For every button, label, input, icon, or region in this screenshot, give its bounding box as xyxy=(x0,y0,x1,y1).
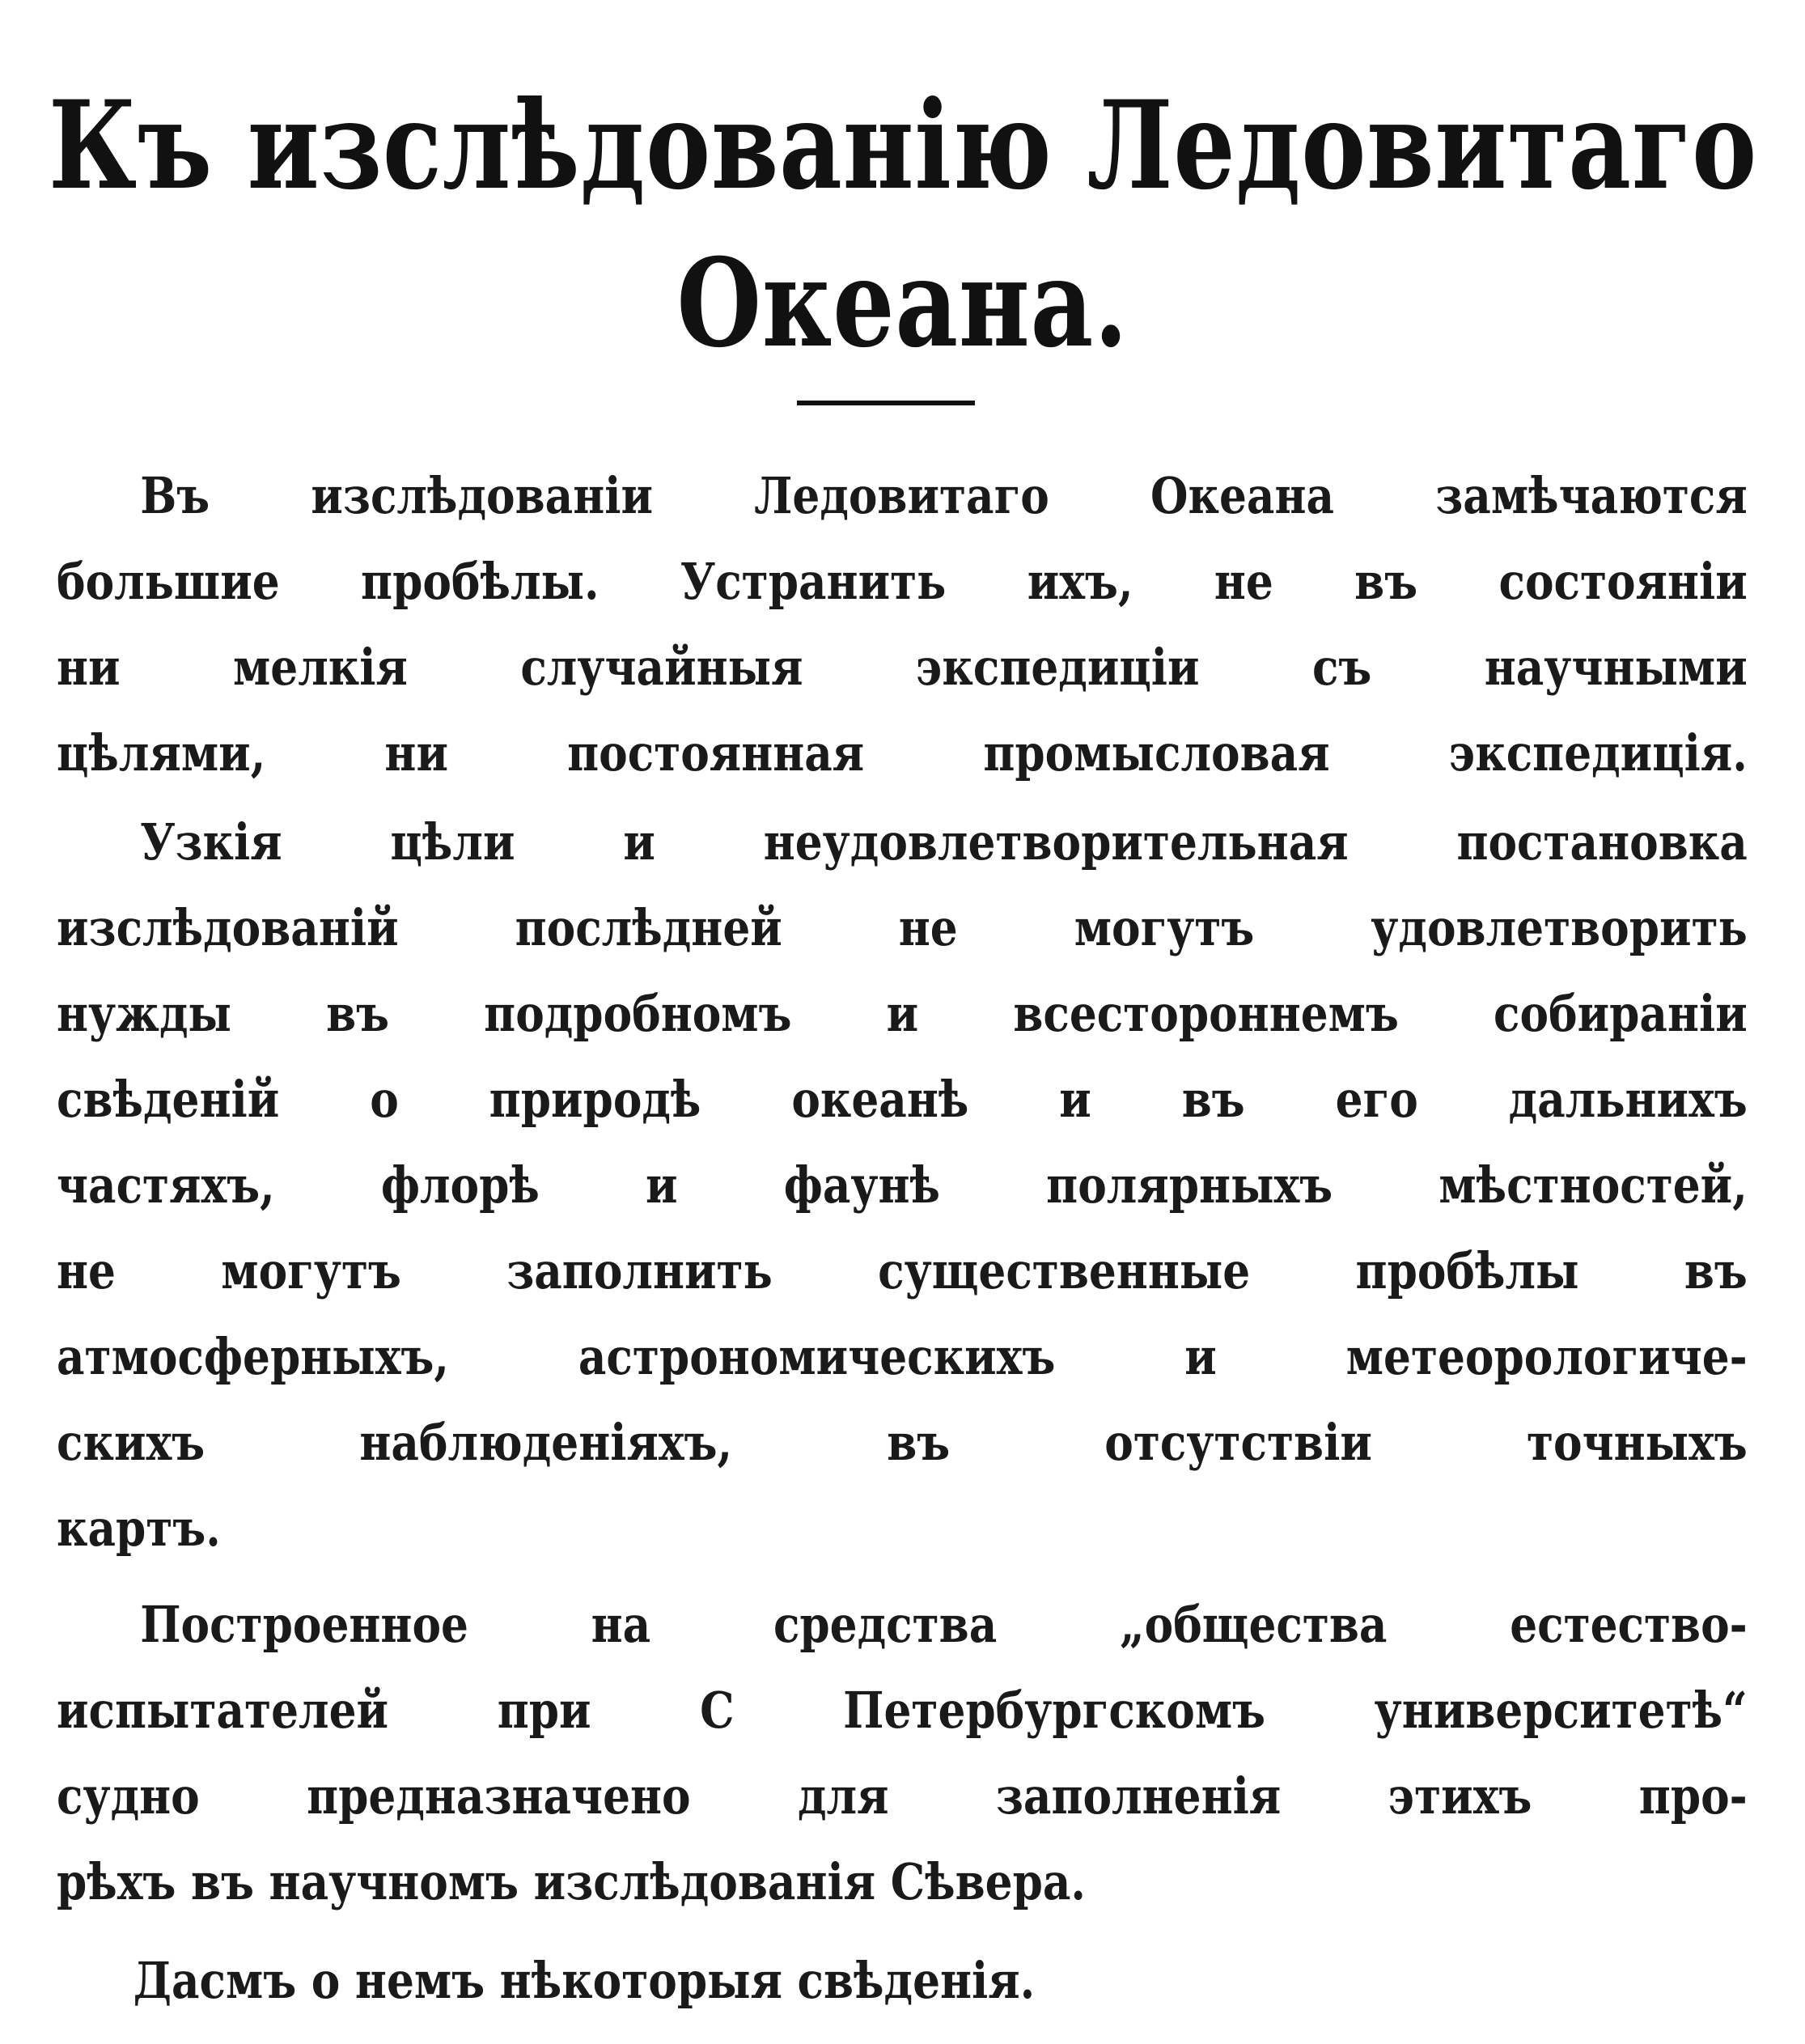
text-line: Дасмъ о немъ нѣкоторыя свѣденія. xyxy=(133,1951,1036,2010)
paragraph-4 xyxy=(57,1938,1748,2024)
text-line: судно предназначено для заполненія этихъ про- xyxy=(57,1766,1748,1826)
text-line: большие пробѣлы. Устранить ихъ, не въ состояніи xyxy=(57,552,1748,611)
text-line: рѣхъ въ научномъ изслѣдованія Сѣвера. xyxy=(57,1852,1087,1911)
text-line: нужды въ подробномъ и всестороннемъ собираніи xyxy=(57,984,1748,1043)
title-divider xyxy=(797,401,975,405)
text-line: изслѣдованій послѣдней не могутъ удовлетворить xyxy=(57,898,1748,957)
article-title-line-2: Океана. xyxy=(676,232,1129,375)
article-title-line-1: Къ изслѣдованію Ледовитаго xyxy=(49,74,1757,217)
text-line: испытателей при С Петербургскомъ университетѣ“ xyxy=(57,1681,1748,1740)
text-line: Построенное на средства „общества естество- xyxy=(140,1595,1748,1654)
text-line: атмосферныхъ, астрономическихъ и метеорологиче- xyxy=(57,1327,1748,1386)
text-line: скихъ наблюденіяхъ, въ отсутствіи точныхъ xyxy=(57,1413,1748,1472)
text-line: цѣлями, ни постоянная промысловая экспедиція. xyxy=(57,723,1748,782)
text-line: Въ изслѣдованіи Ледовитаго Океана замѣчаются xyxy=(140,466,1748,525)
text-line: ни мелкія случайныя экспедиціи съ научными xyxy=(57,638,1748,697)
paragraph-2 xyxy=(57,799,1748,1571)
text-line: свѣденій о природѣ океанѣ и въ его дальнихъ xyxy=(57,1070,1748,1129)
paragraph-1 xyxy=(57,453,1748,796)
paragraph-3 xyxy=(57,1582,1748,1925)
text-line: не могутъ заполнить существенные пробѣлы въ xyxy=(57,1241,1748,1300)
text-line: частяхъ, флорѣ и фаунѣ полярныхъ мѣстностей, xyxy=(57,1156,1748,1215)
text-line: Узкія цѣли и неудовлетворительная постановка xyxy=(140,812,1748,871)
text-line: картъ. xyxy=(57,1499,221,1558)
